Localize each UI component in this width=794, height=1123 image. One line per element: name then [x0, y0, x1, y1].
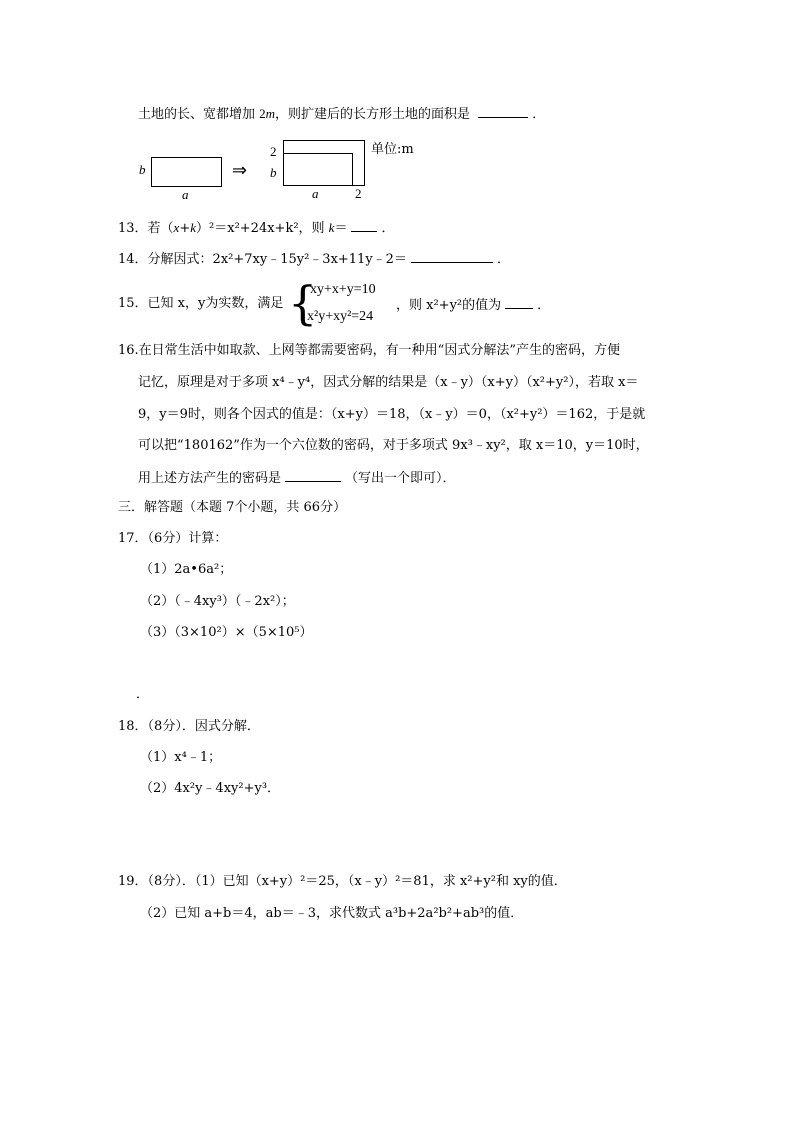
q16-answer-blank[interactable]: [285, 468, 341, 482]
big-rect-2-bottom-label: 2: [355, 186, 362, 201]
q19-title: 19．（8分）．（1）已知（x+y）²＝25，（x﹣y）²＝81，求 x²+y²和 xy的值．: [118, 874, 567, 889]
q15-equation-2: x²y+xy²=24: [307, 309, 374, 324]
unit-label: 单位:m: [371, 142, 414, 157]
q16-line-2: 记忆，原理是对于多项 x⁴﹣y⁴，因式分解的结果是（x﹣y）（x+y）（x²+y²），若取 x＝: [138, 375, 639, 390]
q15-post: ，则 x²+y²的值为 ．: [396, 295, 550, 315]
q12-value-2: 2: [259, 106, 266, 121]
q14-answer-blank[interactable]: [411, 249, 493, 263]
q19-part-2: （2）已知 a+b＝4，ab＝﹣3，求代数式 a³b+2a²b²+ab³的值．: [140, 906, 524, 921]
q13-answer-blank[interactable]: [351, 218, 377, 232]
q16-line-5: 用上述方法产生的密码是 （写出一个即可）．: [138, 468, 456, 488]
small-rect-a-label: a: [182, 187, 189, 202]
big-rect-a-label: a: [312, 186, 319, 201]
q13-rhs: ²＝x²+24x+k²，则: [209, 221, 329, 236]
big-rectangle-inner: [283, 153, 353, 185]
q15-pre: 15．已知 x，y为实数，满足: [118, 296, 284, 311]
q13-line: 13．若（x+k）²＝x²+24x+k²，则 k＝ ．: [118, 220, 395, 236]
q18-title: 18．（8分）．因式分解．: [118, 719, 260, 734]
q17-trailing-dot: ．: [136, 687, 150, 702]
small-rectangle: [151, 157, 222, 187]
q15-equation-1: xy+x+y=10: [310, 282, 376, 297]
q12-text-a: 土地的长、宽都增加: [138, 107, 260, 122]
q17-part-1: （1）2a•6a²；: [140, 562, 233, 577]
q18-part-1: （1）x⁴﹣1；: [140, 750, 222, 765]
big-rect-2-top-label: 2: [270, 144, 277, 159]
q14-text: 14．分解因式：2x²+7xy﹣15y²﹣3x+11y﹣2＝: [118, 252, 407, 267]
section-3-heading: 三．解答题（本题 7个小题，共 66分）: [118, 500, 347, 515]
q12-answer-blank[interactable]: [478, 104, 528, 118]
q14-line: 14．分解因式：2x²+7xy﹣15y²﹣3x+11y﹣2＝ ．: [118, 249, 510, 269]
q15-answer-blank[interactable]: [505, 295, 533, 309]
small-rect-b-label: b: [139, 162, 146, 177]
q17-part-3: （3）（3×10²）×（5×10⁵）: [140, 625, 313, 640]
q12-var-m: m: [265, 106, 276, 121]
q17-part-2: （2）（﹣4xy³）（﹣2x²）；: [140, 594, 295, 609]
arrow-implies: ⇒: [232, 160, 248, 180]
big-rect-b-label: b: [270, 165, 277, 180]
q13-text: 13．若（: [118, 221, 174, 236]
q16-line-1: 16.在日常生活中如取款、上网等都需要密码，有一种用“因式分解法”产生的密码，方便: [118, 343, 620, 358]
q16-line-3: 9，y＝9时，则各个因式的值是：（x+y）＝18，（x﹣y）＝0，（x²+y²）＝162，于是就: [138, 407, 646, 422]
q12-text-line: [138, 104, 545, 124]
q12-end: ．: [532, 107, 546, 122]
q16-line-4: 可以把“180162”作为一个六位数的密码，对于多项式 9x³﹣xy²，取 x＝10，y＝10时，: [138, 438, 649, 453]
q15-brace: {: [288, 276, 318, 330]
q18-part-2: （2）4x²y﹣4xy²+y³．: [140, 781, 281, 796]
q12-text-b: ，则扩建后的长方形土地的面积是: [275, 107, 471, 122]
q17-title: 17．（6分）计算：: [118, 531, 228, 546]
